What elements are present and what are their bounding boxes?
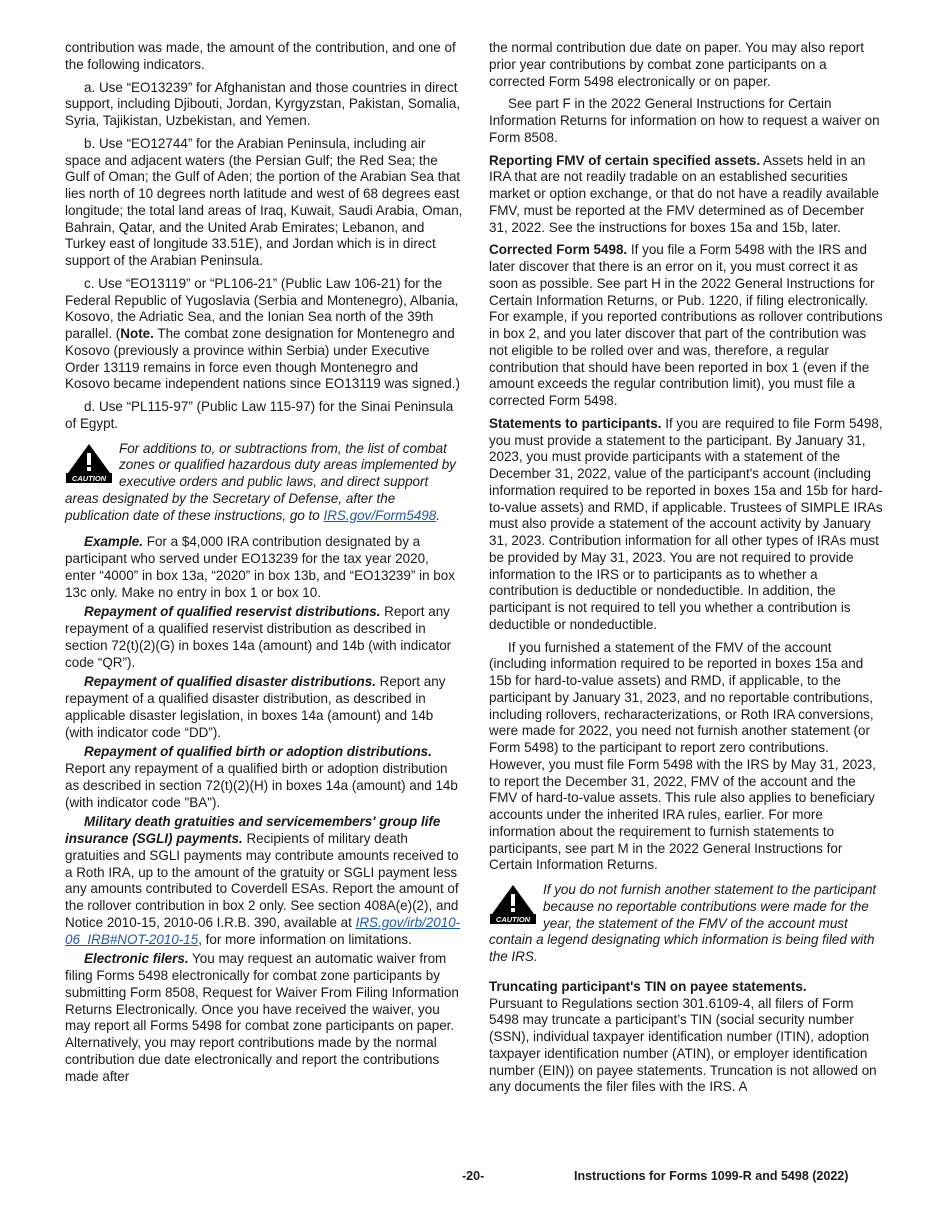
indicator-a: a. Use “EO13239” for Afghanistan and those countries in direct support, including Djibouti, Jordan, Kyrgyzstan, Pakistan, Somalia, Syria, Tajikistan, Uzbekistan, and Yemen. bbox=[65, 79, 461, 128]
indicator-b: b. Use “EO12744” for the Arabian Peninsula, including air space and adjacent waters (the Persian Gulf; the Red Sea; the Gulf of Oman; the Gulf of Aden; the portion of the Arabian Sea that lies north of 10 degrees north latitude and west of 68 degrees east longitude; the total land areas of Iraq, Kuwait, Saudi Arabia, Oman, Bahrain, Qatar, and the United Arab Emirates; Lebanon, and Turkey east of longitude 33.51E), and Jordan which is in direct support of the Arabian Peninsula. bbox=[65, 135, 463, 268]
example-heading: Example. bbox=[84, 534, 144, 550]
tin-heading: Truncating participant's TIN on payee statements. bbox=[489, 978, 807, 994]
electronic-filers-heading: Electronic filers. bbox=[84, 951, 189, 967]
statements-heading: Statements to participants. bbox=[489, 415, 662, 431]
furnished-paragraph: If you furnished a statement of the FMV of the account (including information required to be reported in boxes 15a and 15b for hard-to-value assets) and RMD, if applicable, to the participant by January 31, 2023, and no reportable contributions, including rollovers, recharacterizations, or Roth IRA conversions, were made for 2022, you need not furnish another statement (or Form 5498) to the participant to report zero contributions. However, you must file Form 5498 with the IRS by May 31, 2023, to report the December 31, 2022, FMV of the account and the FMV of hard-to-value assets. This rule also applies to beneficiary accounts under the inherited IRA rules, earlier. For more information about the requirement to furnish statements to participants, see part M in the 2022 General Instructions for Certain Information Returns. bbox=[489, 639, 876, 873]
statements-paragraph: Statements to participants. If you are required to file Form 5498, you must provide a statement to the participant. By January 31, 2023, you must provide participants with a statement of the December 31, 2022, value of the participant's account (including information required to be reported in boxes 15a and 15b for hard-to-value assets) and RMD, if applicable. Trustees of SIMPLE IRAs must also provide a statement of the account activity by January 31, 2023. Contribution information for all other types of IRAs must be provided by May 31, 2023. You are not required to provide information to the IRS or to participants as to whether a contribution is deductible or nondeductible. In addition, the participant is not required to tell you whether a contribution is deductible or nondeductible. bbox=[489, 415, 883, 632]
reservist-heading: Repayment of qualified reservist distributions. bbox=[84, 604, 381, 620]
indicator-d: d. Use “PL115-97” (Public Law 115-97) for the Sinai Peninsula of Egypt. bbox=[65, 399, 454, 431]
example-paragraph: Example. For a $4,000 IRA contribution designated by a participant who served under EO13239 for the tax year 2020, enter “4000” in box 13a, “2020” in box 13b, and “EO13239” in box 13c only. Make no entry in box 1 or box 10. bbox=[65, 534, 455, 600]
caution-box-2: CAUTION If you do not furnish another statement to the participant because no reportable contributions were made for the year, the statement of the FMV of the account must contain a legend designating which information is being filed with the IRS. bbox=[489, 882, 877, 964]
note-label: Note. bbox=[120, 326, 154, 341]
irb-notice-link[interactable]: IRS.gov/irb/2010-06_IRB#NOT-2010-15 bbox=[65, 914, 461, 947]
left-column bbox=[65, 40, 463, 1088]
military-heading: Military death gratuities and servicemembers' group life insurance (SGLI) payments. bbox=[65, 814, 441, 846]
irs-form5498-link[interactable]: IRS.gov/Form5498 bbox=[323, 507, 437, 523]
reservist-paragraph: Repayment of qualified reservist distributions. Report any repayment of a qualified reservist distribution as described in section 72(t)(2)(G) in boxes 14a (amount) and 14b (with indicator code “QR”). bbox=[65, 604, 452, 670]
disaster-paragraph: Repayment of qualified disaster distributions. Report any repayment of a qualified disaster distribution, as described in applicable disaster legislation, in boxes 14a (amount) and 14b (with indicator code “DD”). bbox=[65, 674, 446, 740]
right-column bbox=[489, 40, 885, 1102]
caution-label: CAUTION bbox=[495, 915, 531, 924]
military-paragraph: Military death gratuities and servicemembers' group life insurance (SGLI) payments. Recipients of military death gratuities and SGLI payments may contribute amounts received to a Roth IRA, up to the amount of the gratuity or SGLI payment less any amounts contributed to Coverdell ESAs. Report the amount of the rollover contribution in box 2 only. See section 408A(e)(2), and Notice 2010-15, 2010-06 I.R.B. 390, available at IRS.gov/irb/2010-06_IRB#NOT-2010-15, for more information on limitations. bbox=[65, 814, 461, 947]
caution-label: CAUTION bbox=[71, 473, 107, 483]
caution-icon bbox=[489, 884, 537, 924]
document-title: Instructions for Forms 1099-R and 5498 (2022) bbox=[574, 1169, 849, 1183]
corrected-heading: Corrected Form 5498. bbox=[489, 242, 628, 258]
electronic-filers-paragraph: Electronic filers. You may request an automatic waiver from filing Forms 5498 electronically for combat zone participants by submitting Form 8508, Request for Waiver From Filing Information Returns Electronically. Once you have received the waiver, you may report all Forms 5498 for combat zone participants on paper. Alternatively, you may report contributions made by the normal contribution due date electronically and report the contributions made after bbox=[65, 951, 459, 1084]
fmv-heading: Reporting FMV of certain specified assets. bbox=[489, 152, 761, 168]
tin-paragraph: Truncating participant's TIN on payee statements. Pursuant to Regulations section 301.6109-4, all filers of Form 5498 may truncate a participant’s TIN (social security number (SSN), individual taxpayer identification number (ITIN), adoption taxpayer identification number (ATIN), or employer identification number (EIN)) on payee statements. Truncation is not allowed on any documents the filer files with the IRS. A bbox=[489, 978, 877, 1095]
paragraph-waiver: See part F in the 2022 General Instructions for Certain Information Returns for information on how to request a waiver on Form 8508. bbox=[489, 96, 880, 145]
caution-box: CAUTION For additions to, or subtractions from, the list of combat zones or qualified hazardous duty areas implemented by executive orders and public laws, and direct support areas designated by the Secretary of Defense, after the publication date of these instructions, go to IRS.gov/Form5498. bbox=[65, 440, 456, 523]
birth-adoption-paragraph: Repayment of qualified birth or adoption distributions. Report any repayment of a qualified birth or adoption distribution as described in section 72(t)(2)(H) in boxes 14a (amount) and 14b (with indicator code "BA"). bbox=[65, 744, 458, 810]
indicator-c: c. Use “EO13119” or “PL106-21” (Public Law 106-21) for the Federal Republic of Yugoslavia (Serbia and Montenegro), Albania, Kosovo, the Adriatic Sea, and the Ionian Sea north of the 39th parallel. (Note. The combat zone designation for Montenegro and Kosovo (previously a province within Serbia) under Executive Order 13119 remains in force even though Montenegro and Kosovo became independent nations since EO13119 was signed.) bbox=[65, 275, 460, 392]
disaster-heading: Repayment of qualified disaster distributions. bbox=[84, 674, 376, 690]
page-number: -20- bbox=[462, 1169, 485, 1183]
paragraph-due-date: the normal contribution due date on paper. You may also report prior year contributions by combat zone participants on a corrected Form 5498 electronically or on paper. bbox=[489, 40, 865, 89]
corrected-paragraph: Corrected Form 5498. If you file a Form 5498 with the IRS and later discover that there is an error on it, you must correct it as soon as possible. See part H in the 2022 General Instructions for Certain Information Returns, or Pub. 1220, if filing electronically. For example, if you reported contributions as rollover contributions in box 2, and you later discover that part of the contribution was not eligible to be rolled over and was, therefore, a regular contribution that should have been reported in box 1 (even if the amount exceeds the regular contribution limit), you must file a corrected Form 5498. bbox=[489, 242, 883, 408]
fmv-paragraph: Reporting FMV of certain specified assets. Assets held in an IRA that are not readily tradable on an established securities market or option exchange, or that do not have a readily available FMV, must be reported at the FMV determined as of December 31, 2022. See the instructions for boxes 15a and 15b, later. bbox=[489, 152, 879, 235]
caution-icon bbox=[65, 443, 113, 483]
birth-adoption-heading: Repayment of qualified birth or adoption distributions. bbox=[84, 744, 432, 760]
paragraph-indicators: contribution was made, the amount of the contribution, and one of the following indicators. bbox=[65, 40, 456, 72]
